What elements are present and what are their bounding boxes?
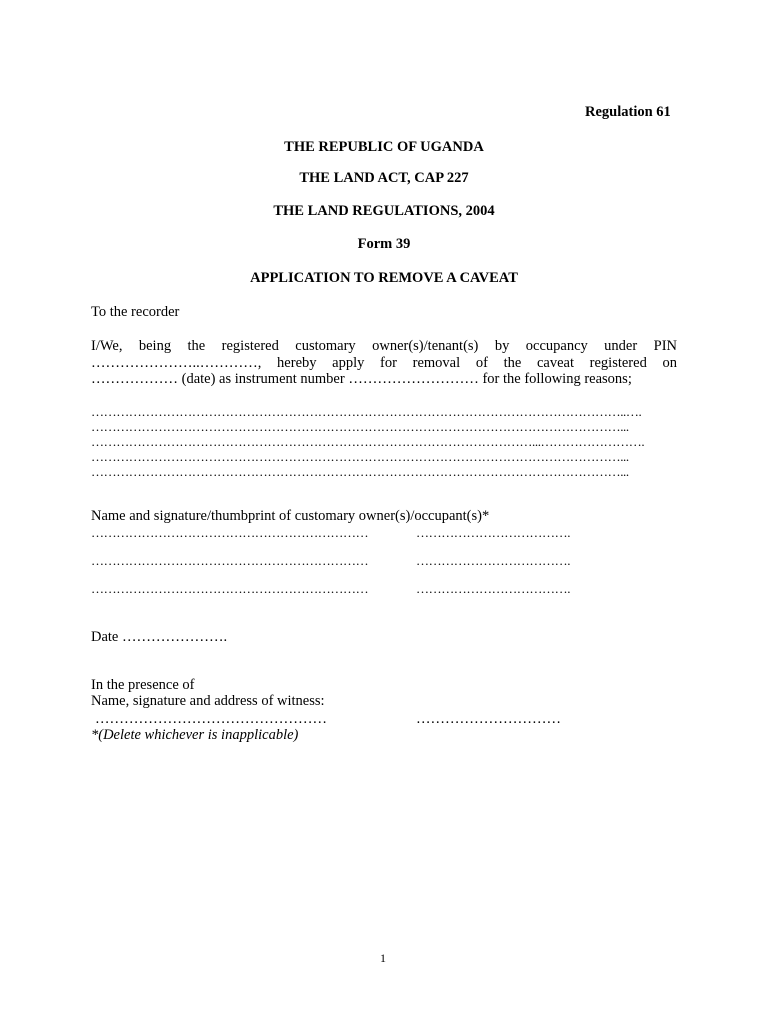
owner-name-line: ………………………………………………………… bbox=[91, 525, 369, 540]
reason-line: ………………………………………………………………………………………………………………... bbox=[91, 464, 629, 479]
act-heading: THE LAND ACT, CAP 227 bbox=[299, 170, 469, 186]
page-number: 1 bbox=[380, 951, 386, 965]
delete-note: *(Delete whichever is inapplicable) bbox=[91, 727, 299, 743]
paragraph-line: …………………..…………, hereby apply for removal of the caveat registered on bbox=[91, 355, 677, 371]
witness-label: Name, signature and address of witness: bbox=[91, 693, 325, 709]
owner-signature-line: ………………………………. bbox=[416, 553, 571, 568]
owner-name-line: ………………………………………………………… bbox=[91, 553, 369, 568]
owner-signature-line: ………………………………. bbox=[416, 525, 571, 540]
form-title: APPLICATION TO REMOVE A CAVEAT bbox=[250, 270, 518, 286]
regulation-number: Regulation 61 bbox=[585, 104, 671, 120]
witness-intro: In the presence of bbox=[91, 677, 195, 693]
reason-line: ………………………………………………………………………………………………………………... bbox=[91, 449, 629, 464]
addressee: To the recorder bbox=[91, 304, 180, 320]
owner-name-line: ………………………………………………………… bbox=[91, 581, 369, 596]
reason-line: ……………………………………………………………………………………………...……………………. bbox=[91, 434, 645, 449]
form-number: Form 39 bbox=[357, 236, 411, 252]
reason-line: ………………………………………………………………………………………………………………... bbox=[91, 419, 629, 434]
paragraph-line: ……………… (date) as instrument number ……………………… for the following reasons; bbox=[91, 371, 632, 387]
date-field: Date …………………. bbox=[91, 629, 228, 645]
reason-line: ………………………………………………………………………………………………………………..…. bbox=[91, 404, 642, 419]
regulations-heading: THE LAND REGULATIONS, 2004 bbox=[273, 203, 495, 219]
witness-signature-line: ………………………… bbox=[416, 711, 561, 727]
republic-heading: THE REPUBLIC OF UGANDA bbox=[284, 139, 484, 155]
witness-name-line: ………………………………………… bbox=[95, 711, 327, 727]
signatures-label: Name and signature/thumbprint of customary owner(s)/occupant(s)* bbox=[91, 508, 490, 524]
paragraph-line: I/We, being the registered customary owner(s)/tenant(s) by occupancy under PIN bbox=[91, 338, 677, 354]
owner-signature-line: ………………………………. bbox=[416, 581, 571, 596]
